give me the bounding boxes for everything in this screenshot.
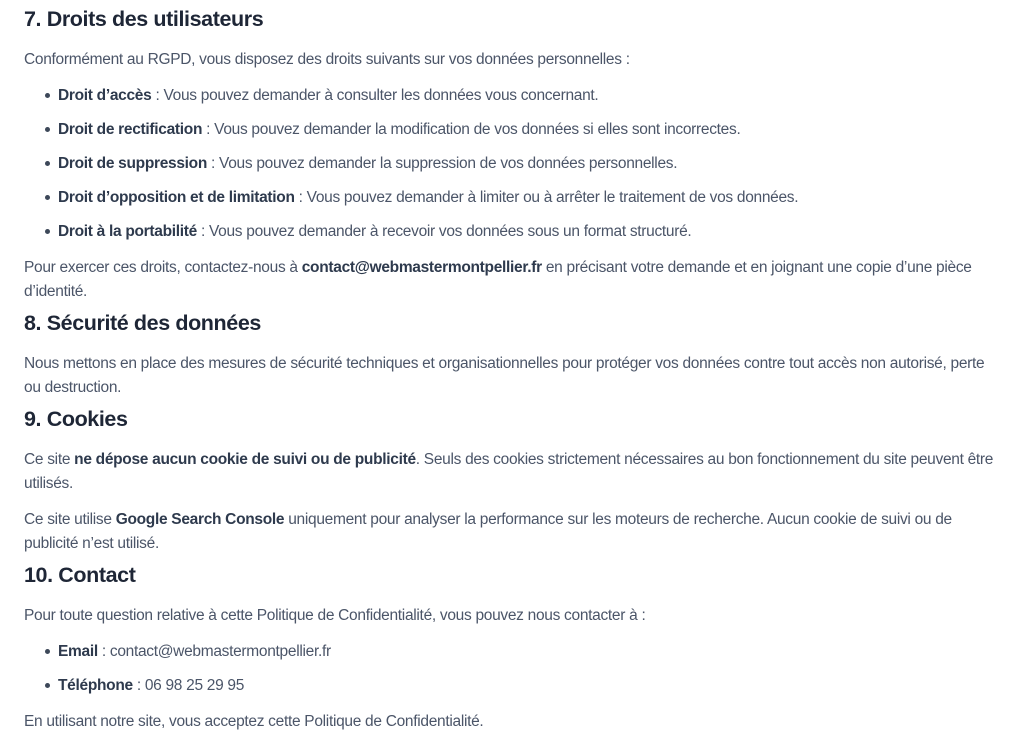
exercise-rights-paragraph [24,256,994,304]
list-item-droit-rectification [24,118,994,142]
cookies-p2-bold: Google Search Console [115,511,285,528]
section-droits-utilisateurs [24,5,994,304]
contact-intro-paragraph [24,604,994,628]
exercise-text-before: Pour exercer ces droits, contactez-nous à [24,259,302,276]
exercise-text-after: en précisant votre demande et en joignant une copie d’une pièce d’identité. [24,259,972,300]
list-text: : 06 98 25 29 95 [132,677,245,694]
droits-intro-paragraph [24,48,994,72]
list-term: Droit à la portabilité [58,223,197,240]
cookies-p1-before: Ce site [24,451,75,468]
contact-list [24,640,994,698]
list-item-droit-suppression [24,152,994,176]
securite-paragraph [24,352,994,400]
list-term: Droit d’opposition et de limitation [58,189,295,206]
list-term: Droit de suppression [58,155,208,172]
droits-intro-text: Conformément au RGPD, vous disposez des droits suivants sur vos données personnelles : [24,51,630,68]
section-heading-securite: 8. Sécurité des données [24,311,261,335]
list-term: Téléphone [58,677,133,694]
securite-text: Nous mettons en place des mesures de sécurité techniques et organisationnelles pour protéger vos données contre tout accès non autorisé, perte ou destruction. [24,355,985,396]
contact-email-bold: contact@webmastermontpellier.fr [301,259,542,276]
contact-intro-text: Pour toute question relative à cette Politique de Confidentialité, vous pouvez nous contacter à : [24,607,646,624]
list-item-email [24,640,994,664]
section-contact [24,561,994,734]
rights-list [24,84,994,244]
list-text: : contact@webmastermontpellier.fr [97,643,331,660]
section-heading-contact: 10. Contact [24,563,136,587]
cookies-p1-bold: ne dépose aucun cookie de suivi ou de publicité [74,451,416,468]
list-text: : Vous pouvez demander à recevoir vos données sous un format structuré. [196,223,692,240]
list-text: : Vous pouvez demander à limiter ou à arrêter le traitement de vos données. [294,189,799,206]
list-term: Email [58,643,98,660]
cookies-p1-after: . Seuls des cookies strictement nécessaires au bon fonctionnement du site peuvent être utilisés. [24,451,994,492]
cookies-paragraph-2 [24,508,994,556]
closing-paragraph [24,710,994,734]
cookies-p2-after: uniquement pour analyser la performance sur les moteurs de recherche. Aucun cookie de suivi ou de publicité n’est utilisé. [24,511,952,552]
section-heading-cookies: 9. Cookies [24,407,128,431]
list-text: : Vous pouvez demander la suppression de vos données personnelles. [207,155,678,172]
section-cookies [24,405,994,556]
cookies-p2-before: Ce site utilise [24,511,116,528]
section-heading-droits: 7. Droits des utilisateurs [24,7,264,31]
list-text: : Vous pouvez demander la modification de vos données si elles sont incorrectes. [202,121,741,138]
list-item-droit-acces [24,84,994,108]
list-item-telephone [24,674,994,698]
closing-text: En utilisant notre site, vous acceptez cette Politique de Confidentialité. [24,713,484,730]
list-text: : Vous pouvez demander à consulter les données vous concernant. [151,87,599,104]
cookies-paragraph-1 [24,448,994,496]
list-term: Droit d’accès [58,87,152,104]
list-item-droit-opposition [24,186,994,210]
list-term: Droit de rectification [58,121,203,138]
section-securite-donnees [24,309,994,400]
list-item-droit-portabilite [24,220,994,244]
